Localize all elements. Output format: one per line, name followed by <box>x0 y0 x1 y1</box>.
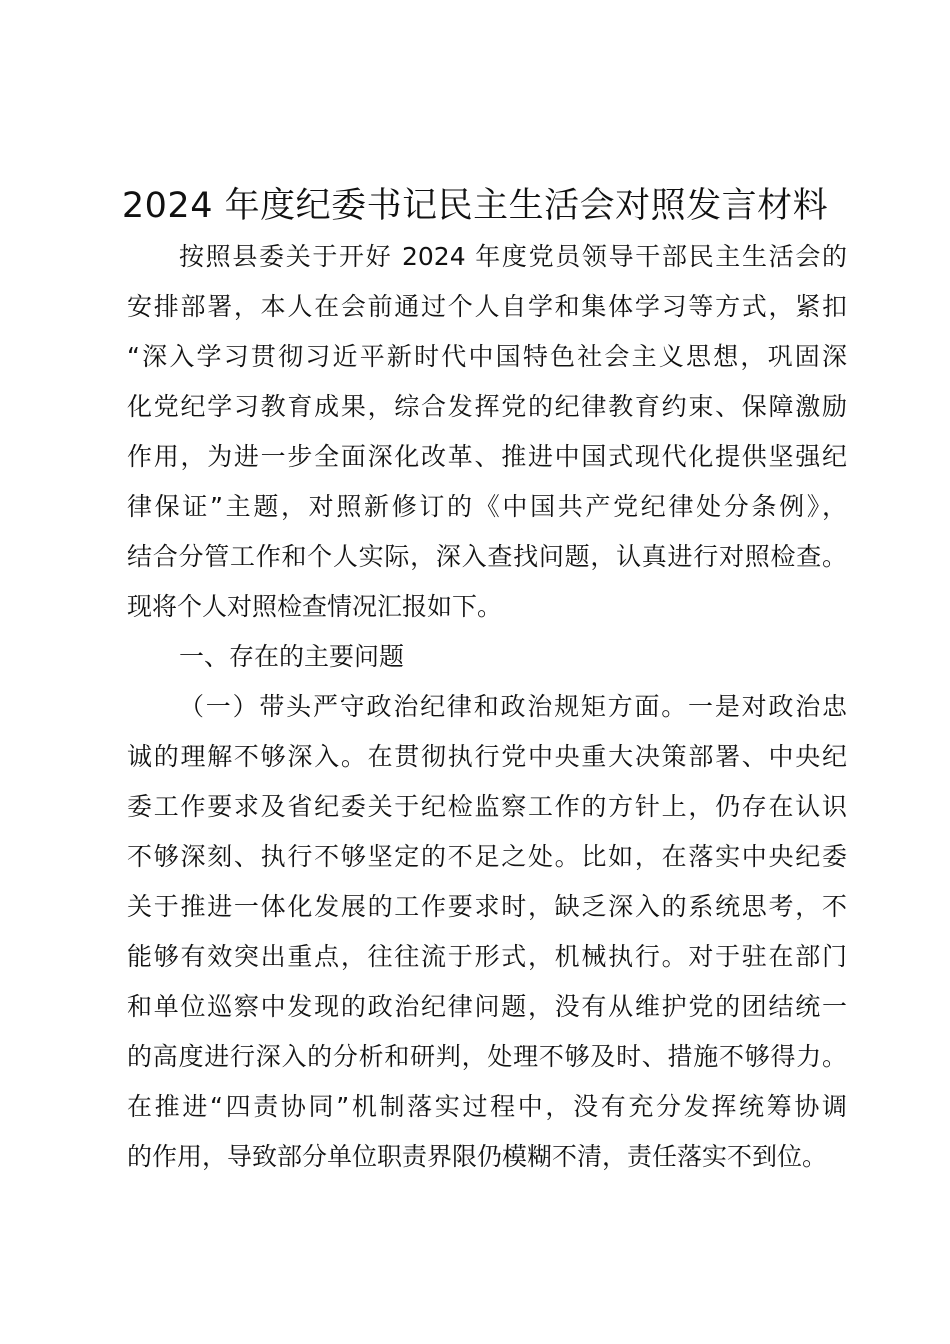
body-line: 和单位巡察中发现的政治纪律问题，没有从维护党的团结统一 <box>127 992 847 1021</box>
body-line: 化党纪学习教育成果，综合发挥党的纪律教育约束、保障激励 <box>127 392 847 421</box>
body-line: 诚的理解不够深入。在贯彻执行党中央重大决策部署、中央纪 <box>127 742 847 771</box>
body-line: 不够深刻、执行不够坚定的不足之处。比如，在落实中央纪委 <box>127 842 847 871</box>
body-line: 结合分管工作和个人实际，深入查找问题，认真进行对照检查。 <box>127 542 847 571</box>
body-line: 的作用，导致部分单位职责界限仍模糊不清，责任落实不到位。 <box>127 1142 828 1171</box>
body-line: 的高度进行深入的分析和研判，处理不够及时、措施不够得力。 <box>127 1042 847 1071</box>
body-line: 现将个人对照检查情况汇报如下。 <box>127 592 503 621</box>
body-line: 在推进“四责协同”机制落实过程中，没有充分发挥统筹协调 <box>127 1092 847 1121</box>
document-title: 2024 年度纪委书记民主生活会对照发言材料 <box>121 186 829 226</box>
body-line: 按照县委关于开好 2024 年度党员领导干部民主生活会的 <box>179 242 847 271</box>
body-line: 作用，为进一步全面深化改革、推进中国式现代化提供坚强纪 <box>127 442 847 471</box>
body-line: 安排部署，本人在会前通过个人自学和集体学习等方式，紧扣 <box>127 292 847 321</box>
body-line: （一）带头严守政治纪律和政治规矩方面。一是对政治忠 <box>179 692 847 721</box>
body-line: 能够有效突出重点，往往流于形式，机械执行。对于驻在部门 <box>127 942 847 971</box>
body-line: “深入学习贯彻习近平新时代中国特色社会主义思想，巩固深 <box>127 342 847 371</box>
document-body <box>127 232 847 1182</box>
body-line: 关于推进一体化发展的工作要求时，缺乏深入的系统思考，不 <box>127 892 847 921</box>
body-line: 委工作要求及省纪委关于纪检监察工作的方针上，仍存在认识 <box>127 792 847 821</box>
body-line: 律保证”主题，对照新修订的《中国共产党纪律处分条例》， <box>127 492 847 521</box>
section-heading: 一、存在的主要问题 <box>179 642 405 671</box>
